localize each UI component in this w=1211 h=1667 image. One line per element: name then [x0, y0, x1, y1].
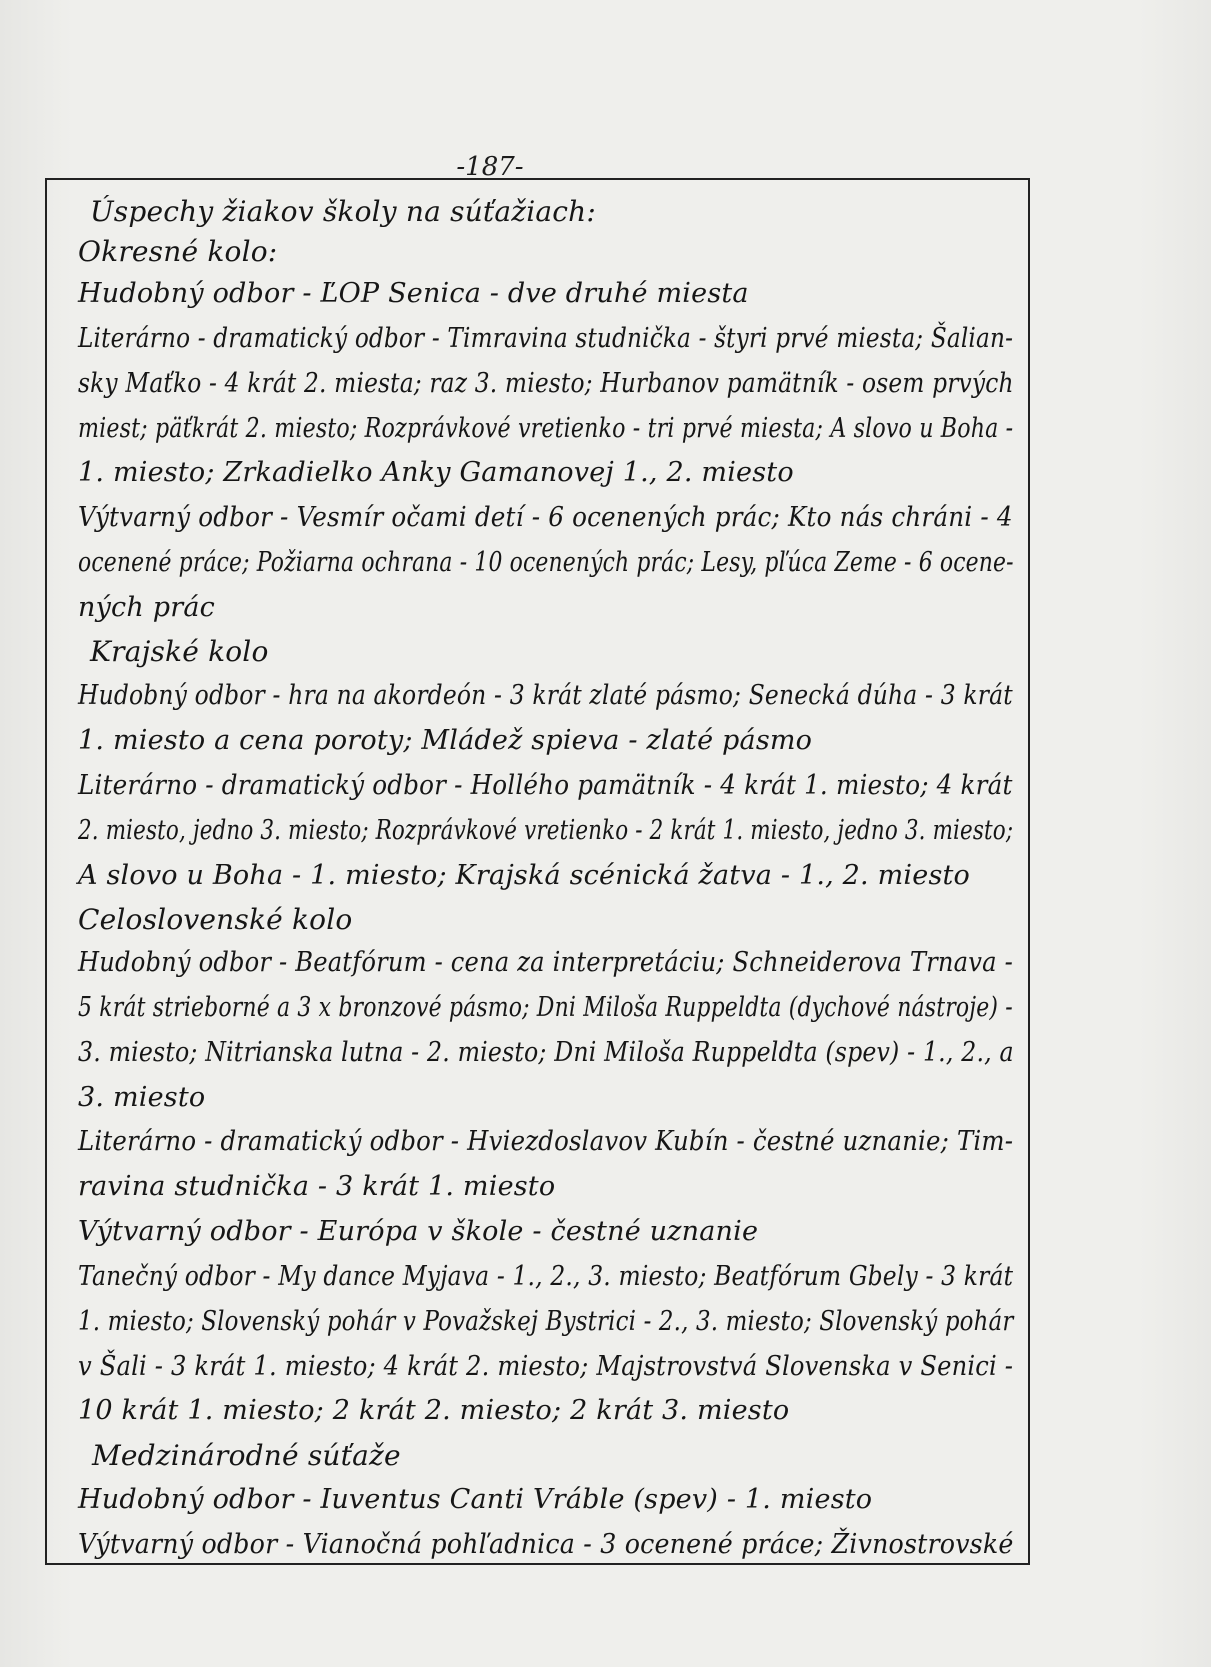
text-line: miest; päťkrát 2. miesto; Rozprávkové vretienko - tri prvé miesta; A slovo u Boha - [78, 413, 1014, 444]
text-line: Výtvarný odbor - Vianočná pohľadnica - 3 ocenené práce; Živnostrovské [78, 1529, 1014, 1560]
text-line: 5 krát strieborné a 3 x bronzové pásmo; Dni Miloša Ruppeldta (dychové nástroje) - [78, 992, 1013, 1023]
text-line: 3. miesto; Nitrianska lutna - 2. miesto; Dni Miloša Ruppeldta (spev) - 1., 2., a [78, 1037, 1014, 1068]
text-line: Hudobný odbor - Iuventus Canti Vráble (spev) - 1. miesto [78, 1484, 873, 1515]
text-line: sky Maťko - 4 krát 2. miesta; raz 3. miesto; Hurbanov pamätník - osem prvých [78, 368, 1014, 399]
text-line: ocenené práce; Požiarna ochrana - 10 ocenených prác; Lesy, pľúca Zeme - 6 ocene- [78, 547, 1014, 578]
text-line: Literárno - dramatický odbor - Timravina studnička - štyri prvé miesta; Šalian- [78, 323, 1014, 354]
text-line: Výtvarný odbor - Vesmír očami detí - 6 ocenených prác; Kto nás chráni - 4 [78, 502, 1013, 533]
text-line: Hudobný odbor - ĽOP Senica - dve druhé miesta [78, 278, 749, 309]
text-line: Krajské kolo [90, 635, 269, 668]
text-line: Literárno - dramatický odbor - Hviezdoslavov Kubín - čestné uznanie; Tim- [78, 1126, 1014, 1157]
text-line: 1. miesto; Zrkadielko Anky Gamanovej 1., 2. miesto [78, 457, 794, 488]
text-line: Tanečný odbor - My dance Myjava - 1., 2., 3. miesto; Beatfórum Gbely - 3 krát [78, 1261, 1014, 1292]
page-number: -187- [456, 152, 524, 182]
text-line: Literárno - dramatický odbor - Hollého pamätník - 4 krát 1. miesto; 4 krát [78, 770, 1013, 801]
text-line: 1. miesto a cena poroty; Mládež spieva - zlaté pásmo [78, 725, 813, 756]
text-line: ravina studnička - 3 krát 1. miesto [78, 1171, 556, 1202]
text-line: Celoslovenské kolo [78, 903, 353, 936]
text-line: A slovo u Boha - 1. miesto; Krajská scénická žatva - 1., 2. miesto [78, 860, 971, 891]
text-line: 10 krát 1. miesto; 2 krát 2. miesto; 2 krát 3. miesto [78, 1395, 790, 1426]
text-line: Úspechy žiakov školy na súťažiach: [90, 195, 597, 228]
text-line: Medzinárodné súťaže [92, 1439, 401, 1472]
text-line: ných prác [78, 592, 215, 623]
text-line: v Šali - 3 krát 1. miesto; 4 krát 2. miesto; Majstrovstvá Slovenska v Senici - [78, 1351, 1014, 1382]
text-line: Okresné kolo: [78, 235, 278, 268]
text-line: Hudobný odbor - Beatfórum - cena za interpretáciu; Schneiderova Trnava - [78, 947, 1013, 978]
text-line: 2. miesto, jedno 3. miesto; Rozprávkové vretienko - 2 krát 1. miesto, jedno 3. miesto; [78, 815, 1014, 846]
text-line: Výtvarný odbor - Európa v škole - čestné uznanie [78, 1216, 759, 1247]
text-line: Hudobný odbor - hra na akordeón - 3 krát zlaté pásmo; Senecká dúha - 3 krát [78, 680, 1013, 711]
text-line: 1. miesto; Slovenský pohár v Považskej Bystrici - 2., 3. miesto; Slovenský pohár [78, 1306, 1014, 1337]
text-line: 3. miesto [78, 1082, 206, 1113]
